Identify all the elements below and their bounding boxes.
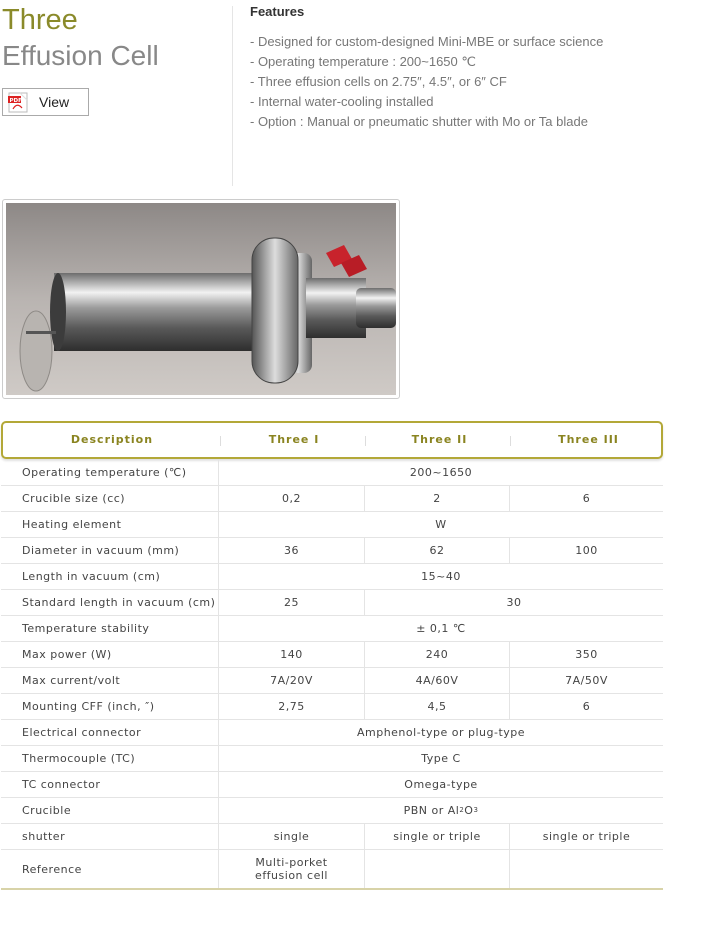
spec-table [1, 460, 663, 890]
cell-value: 350 [575, 648, 598, 661]
table-header [1, 421, 663, 459]
reference-line2: effusion cell [255, 869, 328, 882]
row-label: Crucible size (cc) [1, 486, 219, 511]
cell-value: 240 [365, 642, 510, 667]
cell-value [219, 850, 365, 888]
table-row [1, 824, 663, 850]
cell-value: 25 [219, 590, 365, 615]
feature-item: - Option : Manual or pneumatic shutter with Mo or Ta blade [250, 114, 588, 129]
table-row [1, 564, 663, 590]
row-label: Reference [1, 850, 219, 888]
table-row [1, 746, 663, 772]
page-title-line1: Three [2, 4, 78, 36]
row-label: Standard length in vacuum (cm) [1, 590, 219, 615]
view-pdf-button[interactable] [2, 88, 89, 116]
feature-item: - Designed for custom-designed Mini-MBE or surface science [250, 34, 604, 49]
row-label: Max current/volt [1, 668, 219, 693]
cell-value: Omega-type [404, 778, 478, 791]
header-separator [510, 436, 511, 446]
cell-value: 15~40 [421, 570, 461, 583]
cell-value: 6 [582, 700, 591, 713]
header-three-1: Three I [268, 433, 320, 446]
table-row [1, 642, 663, 668]
table-row [1, 590, 663, 616]
cell-value: 200~1650 [409, 466, 473, 479]
table-row [1, 694, 663, 720]
row-label: Operating temperature (℃) [1, 460, 219, 485]
crucible-prefix: PBN or Al [403, 804, 460, 817]
page-title-line2: Effusion Cell [2, 40, 159, 71]
row-label: Thermocouple (TC) [1, 746, 219, 771]
table-row [1, 772, 663, 798]
cell-value: single or triple [365, 824, 510, 849]
feature-item: - Operating temperature : 200~1650 ℃ [250, 54, 476, 69]
pdf-icon [8, 92, 28, 113]
header-three-3: Three III [558, 433, 619, 446]
features-title: Features [250, 4, 305, 19]
cell-value [365, 850, 510, 888]
cell-value [510, 850, 663, 888]
crucible-mid: O [464, 804, 474, 817]
cell-value [219, 798, 663, 823]
cell-value: single [219, 824, 365, 849]
cell-value: 7A/20V [219, 668, 365, 693]
table-row [1, 798, 663, 824]
row-label: Heating element [1, 512, 219, 537]
table-row [1, 616, 663, 642]
cell-value: 6 [582, 492, 591, 505]
cell-value: 30 [506, 596, 522, 609]
cell-value: 140 [219, 642, 365, 667]
table-row [1, 538, 663, 564]
svg-text:PDF: PDF [9, 98, 22, 104]
cell-value: 4,5 [365, 694, 510, 719]
cell-value: 36 [219, 538, 365, 563]
cell-value: 7A/50V [565, 674, 608, 687]
row-label: Crucible [1, 798, 219, 823]
view-label: View [39, 94, 70, 110]
cell-value: W [435, 518, 447, 531]
cell-value: 0,2 [219, 486, 365, 511]
reference-line1: Multi-porket [255, 856, 328, 869]
row-label: Diameter in vacuum (mm) [1, 538, 219, 563]
cell-value: Type C [421, 752, 461, 765]
features-list [250, 33, 603, 133]
cell-value: Amphenol-type or plug-type [356, 726, 526, 739]
crucible-sub2: 3 [473, 806, 479, 814]
cell-value: 4A/60V [365, 668, 510, 693]
cell-value: 100 [575, 544, 598, 557]
cell-value: 62 [365, 538, 510, 563]
row-label: Mounting CFF (inch, ″) [1, 694, 219, 719]
cell-value: 2,75 [219, 694, 365, 719]
row-label: shutter [1, 824, 219, 849]
row-label: Max power (W) [1, 642, 219, 667]
feature-item: - Three effusion cells on 2.75″, 4.5″, or 6″ CF [250, 74, 507, 89]
table-row [1, 668, 663, 694]
table-row [1, 720, 663, 746]
row-label: Temperature stability [1, 616, 219, 641]
table-row [1, 486, 663, 512]
table-row [1, 512, 663, 538]
row-label: Length in vacuum (cm) [1, 564, 219, 589]
header-description: Description [70, 433, 154, 446]
feature-item: - Internal water-cooling installed [250, 94, 434, 109]
cell-value: 2 [365, 486, 510, 511]
product-photo [2, 199, 400, 399]
cell-value: ± 0,1 ℃ [416, 622, 466, 635]
vertical-divider [232, 6, 233, 186]
header-three-2: Three II [411, 433, 468, 446]
cell-value: single or triple [542, 830, 631, 843]
table-row [1, 850, 663, 890]
row-label: Electrical connector [1, 720, 219, 745]
crucible-sub1: 2 [459, 806, 465, 814]
table-row [1, 460, 663, 486]
header-separator [365, 436, 366, 446]
row-label: TC connector [1, 772, 219, 797]
